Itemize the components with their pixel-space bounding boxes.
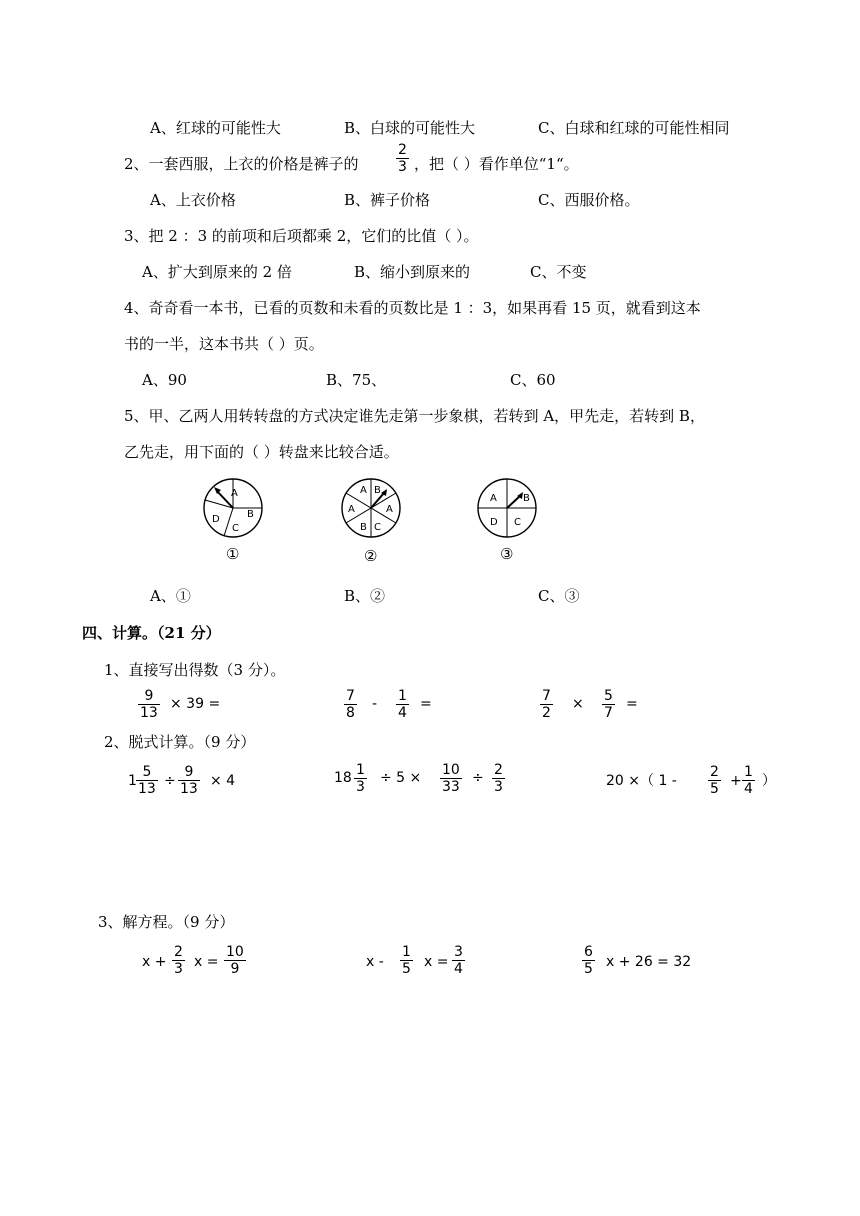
p2-e3-pre: 20 ×（ 1 - xyxy=(606,773,677,789)
spinner-3 xyxy=(472,476,542,540)
spinner3-letter-a: A xyxy=(490,493,497,504)
p3-e2-x: x - xyxy=(366,954,384,970)
q5-option-c: C、③ xyxy=(538,587,580,605)
q2-fraction xyxy=(396,142,409,175)
p2-e3-frac1 xyxy=(708,764,721,797)
q4-option-c: C、60 xyxy=(510,371,556,389)
p3-e1-x: x + xyxy=(142,954,167,970)
q5-option-b: B、② xyxy=(344,587,386,605)
q2-frac-den: 3 xyxy=(398,159,407,175)
spinner1-letter-d: D xyxy=(212,514,220,525)
p2-e3-op: + xyxy=(730,773,742,789)
p3-e2-den2: 4 xyxy=(454,961,463,977)
p3-e3-num: 6 xyxy=(584,944,593,960)
q2-prefix: 2、一套西服，上衣的价格是裤子的 xyxy=(124,155,359,173)
spinner-1 xyxy=(198,476,268,540)
p3-e1-num1: 2 xyxy=(174,944,183,960)
p2-e2-num1: 1 xyxy=(356,762,365,778)
spinner3-letter-d: D xyxy=(490,517,498,528)
p2-e2-whole: 18 xyxy=(334,770,352,786)
section4-heading: 四、计算。（21 分） xyxy=(82,624,221,642)
p1-e3-frac1 xyxy=(540,688,553,721)
spinner1-letter-b: B xyxy=(247,509,254,520)
p2-e3-num2: 1 xyxy=(744,764,753,780)
spinner1-letter-c: C xyxy=(232,523,239,534)
p2-e1-num2: 9 xyxy=(178,764,200,781)
p3-e3-rest: x + 26 = 32 xyxy=(606,954,692,970)
p1-e3-num2: 5 xyxy=(604,688,613,704)
q2-suffix: ，把（ ）看作单位“1“。 xyxy=(414,155,579,173)
p3-e2-num1: 1 xyxy=(402,944,411,960)
p1-e3-num1: 7 xyxy=(542,688,551,704)
p2-e1-den2: 13 xyxy=(180,781,198,797)
p3-e3-frac xyxy=(582,944,595,977)
q3-text: 3、把 2 ：3 的前项和后项都乘 2，它们的比值（ ）。 xyxy=(124,227,479,245)
p1-e2-den1: 8 xyxy=(346,705,355,721)
p2-e3-num1: 2 xyxy=(710,764,719,780)
q3-option-c: C、不变 xyxy=(530,263,587,281)
p2-e2-num3: 2 xyxy=(494,762,503,778)
p1-e2-num2: 1 xyxy=(398,688,407,704)
p2-e2-mid: ÷ 5 × xyxy=(380,770,422,786)
p2-e2-frac3 xyxy=(492,762,505,795)
p1-title: 1、直接写出得数（3 分）。 xyxy=(104,661,286,679)
p3-e2-num2: 3 xyxy=(454,944,463,960)
spinner1-letter-a: A xyxy=(231,488,238,499)
p1-e1-rest: × 39 = xyxy=(170,696,221,712)
p2-e2-frac1 xyxy=(354,762,367,795)
p2-e1-op1: ÷ xyxy=(164,773,176,789)
p3-e1-mid: x = xyxy=(194,954,219,970)
q3-option-a: A、扩大到原来的 2 倍 xyxy=(142,263,292,281)
spinner2-letter-4: C xyxy=(374,522,381,533)
p2-e3-frac2 xyxy=(742,764,755,797)
q2-option-c: C、西服价格。 xyxy=(538,191,640,209)
p3-e2-mid: x = xyxy=(424,954,449,970)
p1-e2-frac2 xyxy=(396,688,409,721)
p2-e3-close: ） xyxy=(762,773,776,789)
p3-e2-frac2 xyxy=(452,944,465,977)
p2-e1-frac2 xyxy=(178,764,200,797)
p1-e3-frac2 xyxy=(602,688,615,721)
p3-e2-den1: 5 xyxy=(402,961,411,977)
p1-e1-num: 9 xyxy=(138,688,160,705)
p3-e3-den: 5 xyxy=(584,961,593,977)
p2-e2-den1: 3 xyxy=(356,779,365,795)
p3-title: 3、解方程。（9 分） xyxy=(98,913,235,931)
q4-line2: 书的一半，这本书共（ ）页。 xyxy=(124,335,324,353)
p1-e2-den2: 4 xyxy=(398,705,407,721)
p2-e2-den3: 3 xyxy=(494,779,503,795)
p1-e1-frac xyxy=(138,688,160,721)
q5-option-a: A、① xyxy=(150,587,191,605)
q5-line1: 5、甲、乙两人用转转盘的方式决定谁先走第一步象棋，若转到 A，甲先走，若转到 B， xyxy=(124,407,705,425)
spinner3-letter-c: C xyxy=(514,517,521,528)
spinner2-letter-5: B xyxy=(360,522,367,533)
p1-e1-den: 13 xyxy=(140,705,158,721)
p2-e1-den1: 13 xyxy=(138,781,156,797)
p2-e2-den2: 33 xyxy=(442,779,460,795)
p3-e1-den2: 9 xyxy=(230,961,240,977)
spinner-3-label: ③ xyxy=(500,545,514,563)
q1-option-a: A、红球的可能性大 xyxy=(150,119,281,137)
p1-e2-eq: = xyxy=(420,696,432,712)
q5-line2: 乙先走，用下面的（ ）转盘来比较合适。 xyxy=(124,443,399,461)
spinner-1-label: ① xyxy=(226,545,240,563)
p2-e1-whole: 1 xyxy=(128,773,137,789)
p2-e1-num1: 5 xyxy=(136,764,158,781)
p3-e1-den1: 3 xyxy=(174,961,183,977)
p2-e3-den2: 4 xyxy=(744,781,753,797)
p2-e2-op: ÷ xyxy=(472,770,484,786)
p2-e1-rest: × 4 xyxy=(210,773,236,789)
q2-option-b: B、裤子价格 xyxy=(344,191,431,209)
spinner2-letter-3: A xyxy=(386,504,393,515)
p2-e3-den1: 5 xyxy=(710,781,719,797)
q4-option-b: B、75、 xyxy=(326,371,387,389)
p1-e2-frac1 xyxy=(344,688,357,721)
spinner3-letter-b: B xyxy=(523,493,530,504)
spinner2-letter-1: A xyxy=(360,485,367,496)
p3-e1-num2: 10 xyxy=(226,944,244,960)
q1-option-c: C、白球和红球的可能性相同 xyxy=(538,119,730,137)
p3-e1-frac1 xyxy=(172,944,185,977)
q4-line1: 4、奇奇看一本书，已看的页数和未看的页数比是 1 ：3，如果再看 15 页，就看到这本 xyxy=(124,299,701,317)
q2-frac-num: 2 xyxy=(398,142,407,158)
p2-e1-frac1 xyxy=(136,764,158,797)
p3-e2-frac1 xyxy=(400,944,413,977)
spinner-2 xyxy=(336,476,406,540)
p1-e3-op: × xyxy=(572,696,584,712)
q1-option-b: B、白球的可能性大 xyxy=(344,119,476,137)
p3-e1-frac2 xyxy=(224,944,246,977)
spinner2-letter-6: A xyxy=(348,504,355,515)
p1-e2-op: - xyxy=(372,696,378,712)
q2-option-a: A、上衣价格 xyxy=(150,191,236,209)
q3-option-b: B、缩小到原来的 xyxy=(354,263,471,281)
q4-option-a: A、90 xyxy=(142,371,187,389)
p2-title: 2、脱式计算。（9 分） xyxy=(104,733,256,751)
p1-e3-den2: 7 xyxy=(604,705,613,721)
p1-e3-eq: = xyxy=(626,696,638,712)
spinner2-letter-2: B xyxy=(374,485,381,496)
p2-e2-num2: 10 xyxy=(442,762,460,778)
p2-e2-frac2 xyxy=(440,762,462,795)
spinner-2-label: ② xyxy=(364,547,378,565)
p1-e2-num1: 7 xyxy=(346,688,355,704)
p1-e3-den1: 2 xyxy=(542,705,551,721)
